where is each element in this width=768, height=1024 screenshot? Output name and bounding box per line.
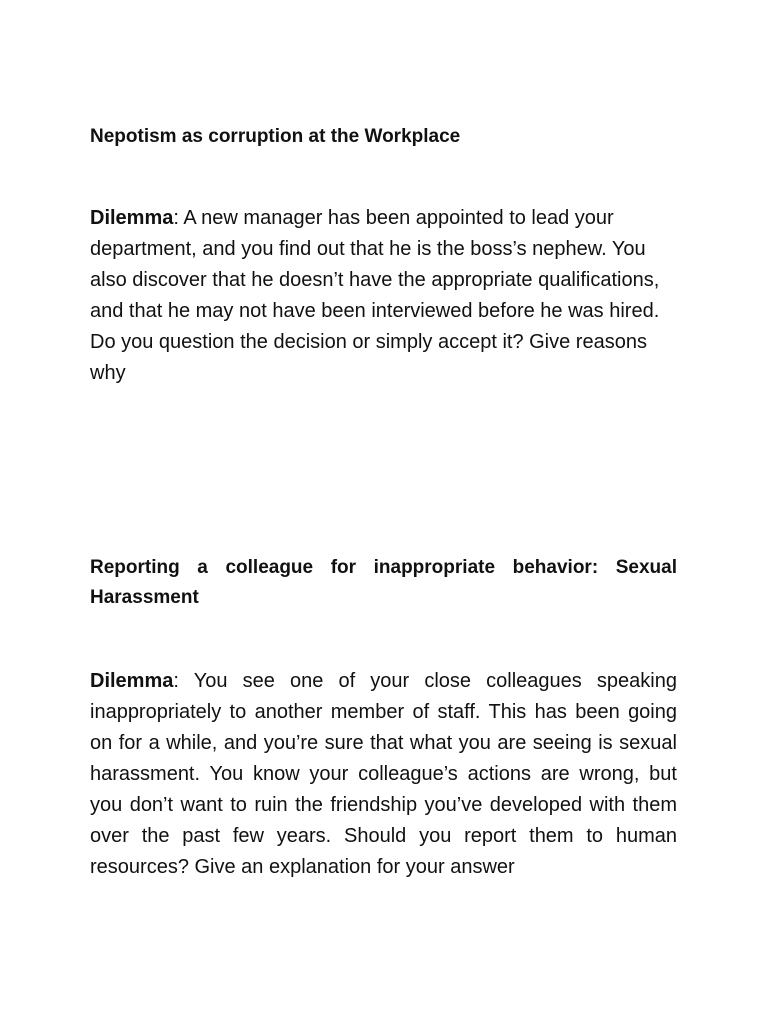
spacer: [90, 152, 677, 203]
dilemma-text: You see one of your close colleagues speaking inappropriately to another member of staff. This has been going on for a while, and you’re sure that what you are seeing is sexual harassment. You know your colleague’s actions are wrong, but you don’t want to ruin the friendship you’ve developed with them over the past few years. Should you report them to human resources? Give an explanation for your answer: [90, 670, 677, 878]
dilemma-text: A new manager has been appointed to lead your department, and you find out that he is the boss’s nephew. You also discover that he doesn’t have the appropriate qualifications, and that he may not have been interviewed before he was hired. Do you question the decision or simply accept it? Give reasons why: [90, 207, 660, 384]
spacer: [90, 613, 677, 666]
dilemma-separator: :: [173, 207, 184, 229]
spacer: [90, 389, 677, 553]
document-body: [90, 122, 677, 883]
section-title-harassment: Reporting a colleague for inappropriate behavior: Sexual Harassment: [90, 557, 677, 608]
dilemma-paragraph-nepotism: [90, 203, 677, 389]
section-title-nepotism: Nepotism as corruption at the Workplace: [90, 126, 461, 147]
dilemma-separator: :: [173, 670, 194, 692]
dilemma-paragraph-harassment: [90, 666, 677, 883]
dilemma-label: Dilemma: [90, 670, 174, 692]
dilemma-label: Dilemma: [90, 207, 174, 229]
